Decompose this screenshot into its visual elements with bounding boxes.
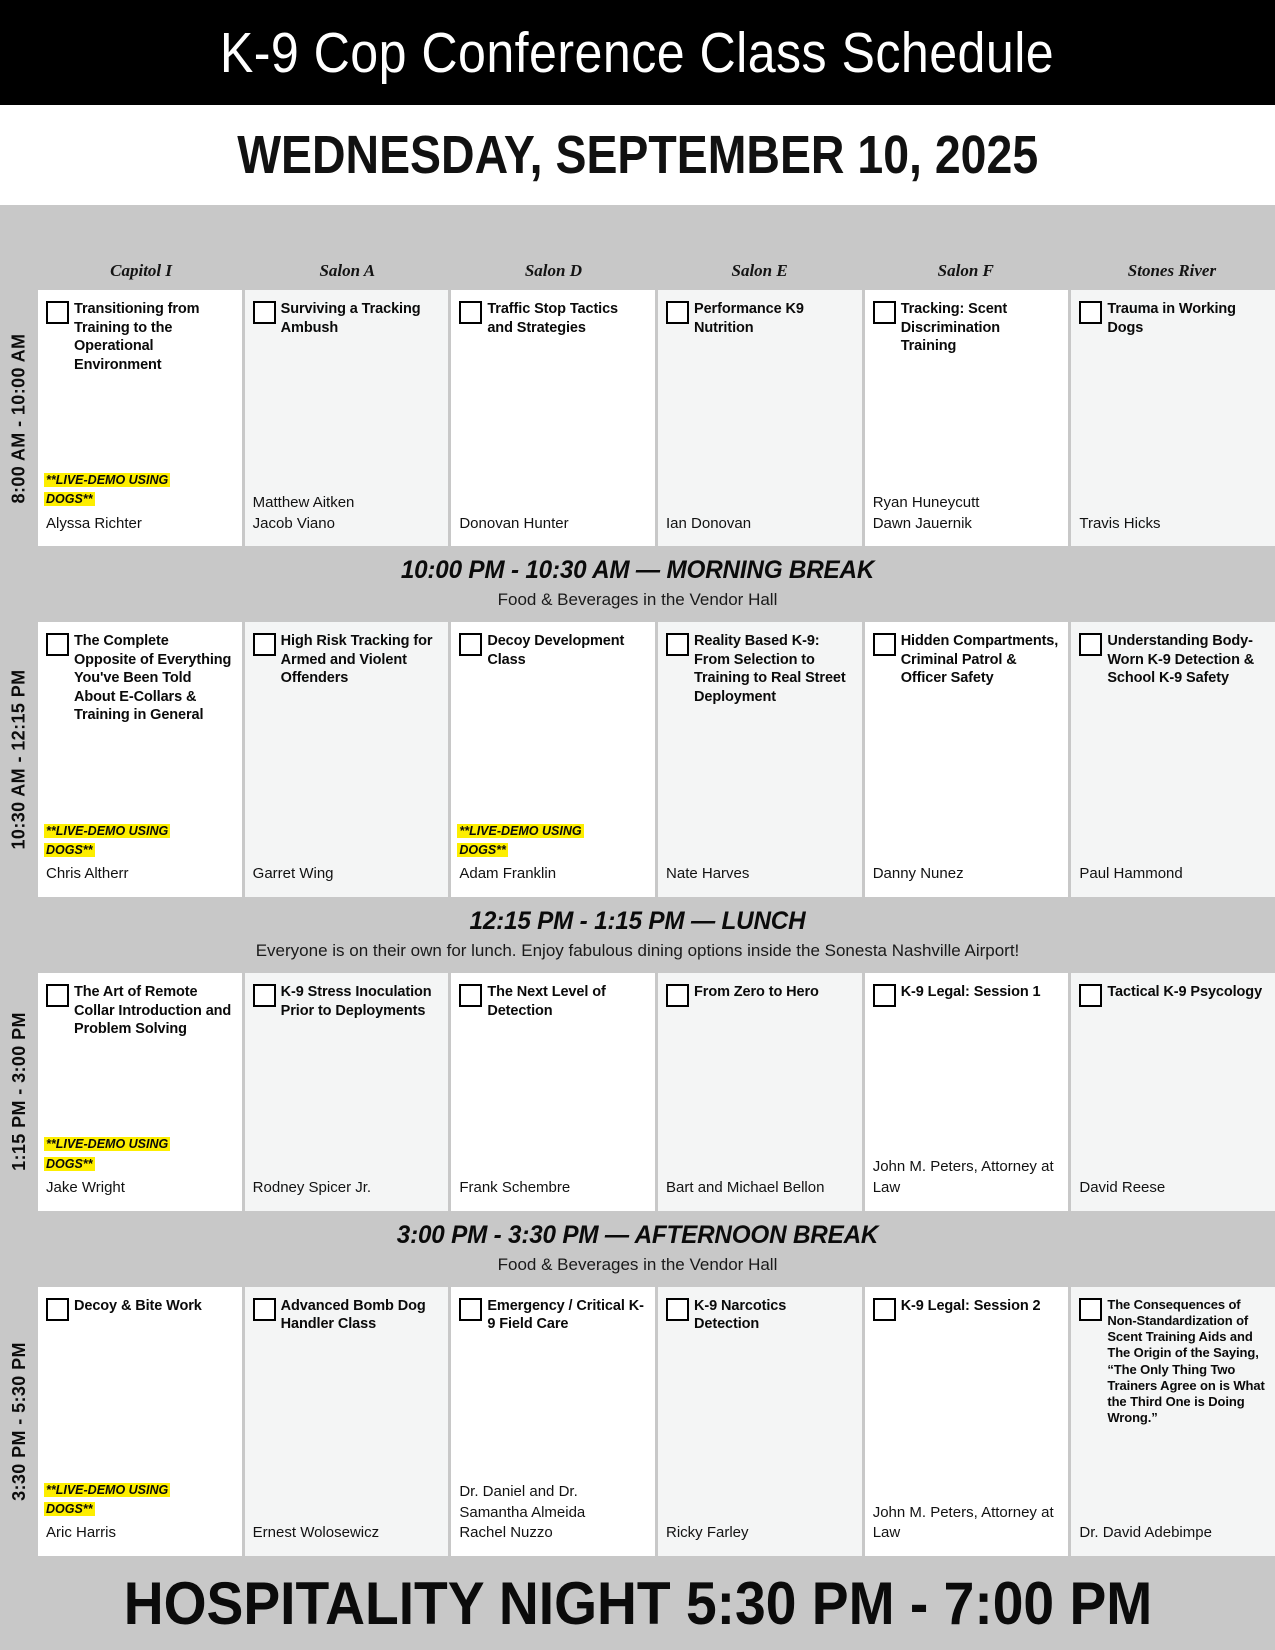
session-checkbox[interactable] xyxy=(253,1298,276,1321)
session-presenter: Rodney Spicer Jr. xyxy=(252,1179,372,1197)
session-title: Advanced Bomb Dog Handler Class xyxy=(280,1297,426,1333)
live-demo-note-wrap xyxy=(46,1135,233,1174)
time-slot-text: 1:15 PM - 3:00 PM xyxy=(8,1012,29,1172)
schedule-date: WEDNESDAY, SEPTEMBER 10, 2025 xyxy=(237,125,1038,185)
session-header xyxy=(253,632,440,688)
session-header xyxy=(253,300,440,337)
session-cell[interactable] xyxy=(1071,973,1275,1211)
session-cells xyxy=(38,290,1275,546)
session-title: The Consequences of Non-Standardization of Scent Training Aids and The Origin of the Saying, “The Only Thing Two Trainers Agree on is What the Third One is Doing Wrong.” xyxy=(1107,1296,1265,1426)
session-title: Surviving a Tracking Ambush xyxy=(280,301,421,336)
break-subtitle: Food & Beverages in the Vendor Hall xyxy=(497,1254,778,1274)
session-title: Tracking: Scent Discrimination Training xyxy=(900,301,1008,355)
session-checkbox[interactable] xyxy=(1079,984,1102,1007)
session-header xyxy=(46,632,233,725)
room-header-row xyxy=(0,205,1275,290)
session-cell[interactable] xyxy=(38,290,242,546)
session-header xyxy=(459,632,646,669)
footer-bar xyxy=(0,1556,1275,1650)
session-checkbox[interactable] xyxy=(459,633,482,656)
session-presenter: John M. Peters, Attorney at Law xyxy=(872,1503,1054,1542)
session-checkbox[interactable] xyxy=(46,1298,69,1321)
room-header-salon-d: Salon D xyxy=(524,261,583,280)
live-demo-note-wrap xyxy=(459,822,646,861)
session-title: Performance K9 Nutrition xyxy=(694,301,804,336)
session-cell[interactable] xyxy=(865,973,1069,1211)
session-presenter: Ernest Wolosewicz xyxy=(252,1524,380,1542)
schedule-grid xyxy=(0,205,1275,1556)
time-slot-text: 10:30 AM - 12:15 PM xyxy=(8,669,29,850)
session-title: Reality Based K-9: From Selection to Training to Real Street Deployment xyxy=(694,633,846,705)
session-presenter: Frank Schembre xyxy=(459,1179,571,1197)
time-slot-label xyxy=(0,290,38,546)
break-title: 12:15 PM - 1:15 PM — LUNCH xyxy=(469,907,806,936)
session-title: Decoy Development Class xyxy=(487,633,625,668)
session-checkbox[interactable] xyxy=(873,1298,896,1321)
session-checkbox[interactable] xyxy=(459,301,482,324)
session-presenter: Adam Franklin xyxy=(459,865,557,883)
session-header xyxy=(1079,632,1266,688)
session-cell[interactable] xyxy=(658,1287,862,1556)
live-demo-badge: **LIVE-DEMO USING DOGS** xyxy=(46,472,169,507)
session-cells xyxy=(38,973,1275,1211)
schedule-rows xyxy=(0,290,1275,1556)
session-title: Hidden Compartments, Criminal Patrol & Officer Safety xyxy=(900,633,1059,687)
session-presenter: John M. Peters, Attorney at Law xyxy=(872,1158,1054,1197)
session-cell[interactable] xyxy=(245,290,449,546)
session-presenter: Jake Wright xyxy=(46,1179,125,1197)
session-cell[interactable] xyxy=(451,622,655,897)
time-slot-label xyxy=(0,1287,38,1556)
session-cell[interactable] xyxy=(245,1287,449,1556)
session-cell[interactable] xyxy=(451,973,655,1211)
schedule-row xyxy=(0,290,1275,546)
session-header xyxy=(1079,300,1266,337)
session-presenter: Dr. David Adebimpe xyxy=(1079,1524,1212,1542)
session-title: K-9 Legal: Session 2 xyxy=(900,1297,1041,1314)
room-header-capitol-i: Capitol I xyxy=(110,261,173,280)
page-title: K-9 Cop Conference Class Schedule xyxy=(220,20,1055,85)
time-slot-label xyxy=(0,973,38,1211)
session-checkbox[interactable] xyxy=(666,633,689,656)
session-header xyxy=(873,983,1060,1007)
session-title: K-9 Legal: Session 1 xyxy=(900,984,1041,1001)
session-presenter: Garret Wing xyxy=(252,865,334,883)
session-cell[interactable] xyxy=(658,622,862,897)
break-subtitle: Everyone is on their own for lunch. Enjoy fabulous dining options inside the Sonesta Nashville Airport! xyxy=(255,941,1020,961)
session-cell[interactable] xyxy=(451,290,655,546)
session-cell[interactable] xyxy=(865,622,1069,897)
session-header xyxy=(253,1297,440,1334)
session-title: Traffic Stop Tactics and Strategies xyxy=(487,301,619,336)
date-bar xyxy=(0,105,1275,205)
session-checkbox[interactable] xyxy=(46,301,69,324)
session-presenter: Alyssa Richter xyxy=(46,514,142,532)
session-title: The Complete Opposite of Everything You've Been Told About E-Collars & Training in General xyxy=(74,633,232,724)
session-header xyxy=(666,632,853,706)
session-cell[interactable] xyxy=(451,1287,655,1556)
session-cell[interactable] xyxy=(245,973,449,1211)
session-checkbox[interactable] xyxy=(873,301,896,324)
room-header-salon-a: Salon A xyxy=(319,261,376,280)
session-checkbox[interactable] xyxy=(459,984,482,1007)
session-title: Decoy & Bite Work xyxy=(74,1297,202,1314)
session-header xyxy=(666,1297,853,1334)
break-row xyxy=(0,1211,1275,1287)
time-slot-label xyxy=(0,622,38,897)
session-cell[interactable] xyxy=(658,973,862,1211)
session-header xyxy=(1079,1297,1266,1427)
session-title: K-9 Narcotics Detection xyxy=(694,1297,787,1333)
session-header xyxy=(253,983,440,1020)
session-header xyxy=(459,300,646,337)
session-header xyxy=(666,983,853,1007)
session-header xyxy=(459,1297,646,1334)
session-cell[interactable] xyxy=(1071,1287,1275,1556)
session-cell[interactable] xyxy=(245,622,449,897)
break-row xyxy=(0,546,1275,622)
session-header xyxy=(46,983,233,1039)
schedule-row xyxy=(0,1287,1275,1556)
session-cell[interactable] xyxy=(1071,622,1275,897)
session-presenter: Aric Harris xyxy=(46,1524,116,1542)
session-cell[interactable] xyxy=(865,290,1069,546)
session-cell[interactable] xyxy=(1071,290,1275,546)
session-cell[interactable] xyxy=(38,622,242,897)
session-title: The Art of Remote Collar Introduction and Problem Solving xyxy=(74,984,232,1038)
session-checkbox[interactable] xyxy=(1079,1298,1102,1321)
session-presenter: Ryan Huneycutt Dawn Jauernik xyxy=(872,493,980,532)
session-presenter: Matthew Aitken Jacob Viano xyxy=(252,493,355,532)
session-header xyxy=(46,1297,233,1321)
session-checkbox[interactable] xyxy=(1079,633,1102,656)
schedule-row xyxy=(0,622,1275,897)
session-presenter: Chris Altherr xyxy=(46,865,129,883)
session-presenter: Donovan Hunter xyxy=(459,514,569,532)
session-title: Trauma in Working Dogs xyxy=(1107,301,1236,336)
live-demo-note-wrap xyxy=(46,1481,233,1520)
session-header xyxy=(873,300,1060,356)
session-cell[interactable] xyxy=(865,1287,1069,1556)
session-presenter: Ian Donovan xyxy=(666,514,752,532)
session-cell[interactable] xyxy=(38,1287,242,1556)
session-presenter: Nate Harves xyxy=(666,865,750,883)
session-header xyxy=(459,983,646,1020)
session-cell[interactable] xyxy=(38,973,242,1211)
session-checkbox[interactable] xyxy=(1079,301,1102,324)
session-checkbox[interactable] xyxy=(666,984,689,1007)
live-demo-note-wrap xyxy=(46,471,233,510)
break-row xyxy=(0,897,1275,973)
session-header xyxy=(873,632,1060,688)
session-title: Emergency / Critical K-9 Field Care xyxy=(487,1297,644,1333)
session-cell[interactable] xyxy=(658,290,862,546)
live-demo-note-wrap xyxy=(46,822,233,861)
session-presenter: Bart and Michael Bellon xyxy=(666,1179,825,1197)
session-presenter: Travis Hicks xyxy=(1079,514,1161,532)
session-checkbox[interactable] xyxy=(459,1298,482,1321)
session-title: High Risk Tracking for Armed and Violent Offenders xyxy=(280,633,433,687)
session-checkbox[interactable] xyxy=(46,984,69,1007)
session-title: Understanding Body-Worn K-9 Detection & School K-9 Safety xyxy=(1107,633,1255,687)
live-demo-badge: **LIVE-DEMO USING DOGS** xyxy=(46,823,169,857)
session-checkbox[interactable] xyxy=(253,633,276,656)
title-bar xyxy=(0,0,1275,105)
room-header-salon-f: Salon F xyxy=(937,261,994,280)
session-presenter: Paul Hammond xyxy=(1079,865,1183,883)
break-title: 3:00 PM - 3:30 PM — AFTERNOON BREAK xyxy=(396,1220,879,1249)
break-subtitle: Food & Beverages in the Vendor Hall xyxy=(497,590,778,610)
session-title: Tactical K-9 Psycology xyxy=(1107,984,1263,1001)
session-header xyxy=(873,1297,1060,1321)
session-header xyxy=(666,300,853,337)
schedule-row xyxy=(0,973,1275,1211)
session-title: The Next Level of Detection xyxy=(487,984,606,1019)
room-header-salon-e: Salon E xyxy=(731,261,788,280)
session-checkbox[interactable] xyxy=(253,301,276,324)
room-header-stones-river: Stones River xyxy=(1127,261,1217,280)
session-presenter: Danny Nunez xyxy=(872,865,964,883)
session-checkbox[interactable] xyxy=(666,301,689,324)
time-slot-text: 3:30 PM - 5:30 PM xyxy=(8,1341,29,1501)
time-slot-text: 8:00 AM - 10:00 AM xyxy=(8,333,29,504)
session-presenter: David Reese xyxy=(1079,1179,1166,1197)
live-demo-badge: **LIVE-DEMO USING DOGS** xyxy=(46,1482,169,1516)
session-checkbox[interactable] xyxy=(46,633,69,656)
session-cells xyxy=(38,1287,1275,1556)
live-demo-badge: **LIVE-DEMO USING DOGS** xyxy=(46,1137,169,1171)
session-title: K-9 Stress Inoculation Prior to Deployments xyxy=(280,984,432,1019)
session-cells xyxy=(38,622,1275,897)
session-header xyxy=(1079,983,1266,1007)
hospitality-night-label: HOSPITALITY NIGHT 5:30 PM - 7:00 PM xyxy=(123,1569,1152,1637)
session-title: Transitioning from Training to the Operational Environment xyxy=(74,301,200,373)
session-checkbox[interactable] xyxy=(873,633,896,656)
live-demo-badge: **LIVE-DEMO USING DOGS** xyxy=(459,823,582,857)
session-header xyxy=(46,300,233,374)
session-presenter: Dr. Daniel and Dr. Samantha Almeida Rachel Nuzzo xyxy=(459,1482,586,1542)
session-checkbox[interactable] xyxy=(253,984,276,1007)
session-presenter: Ricky Farley xyxy=(666,1524,749,1542)
break-title: 10:00 PM - 10:30 AM — MORNING BREAK xyxy=(400,556,875,585)
session-title: From Zero to Hero xyxy=(694,984,819,1001)
session-checkbox[interactable] xyxy=(666,1298,689,1321)
session-checkbox[interactable] xyxy=(873,984,896,1007)
